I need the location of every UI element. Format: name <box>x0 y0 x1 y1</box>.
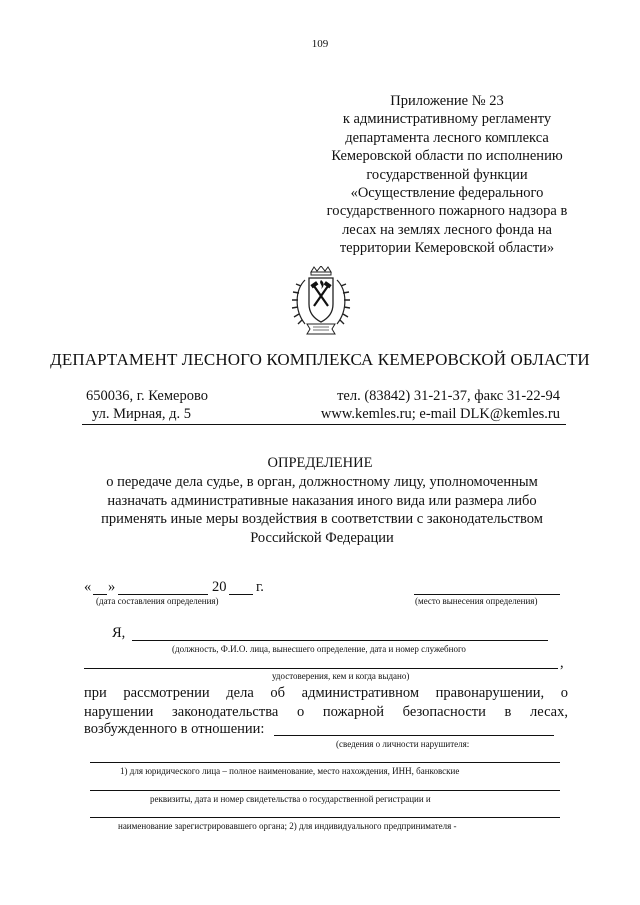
subtitle-line: назначать административные наказания иного вида или размера либо <box>107 492 537 509</box>
department-name: ДЕПАРТАМЕНТ ЛЕСНОГО КОМПЛЕКСА КЕМЕРОВСКОЙ ОБЛАСТИ <box>50 350 590 369</box>
year-suffix: г. <box>256 579 264 595</box>
official-caption-2: удостоверения, кем и когда выдано) <box>272 671 410 681</box>
violator-field-3[interactable] <box>90 790 560 791</box>
document-subtitle <box>74 473 570 547</box>
subtitle-line: применять иные меры воздействия в соответствии с законодательством <box>101 511 543 528</box>
date-caption: (дата составления определения) <box>96 596 219 606</box>
body-paragraph <box>84 684 568 721</box>
violator-field-2[interactable] <box>90 762 560 763</box>
official-caption-1: (должность, Ф.И.О. лица, вынесшего определение, дата и номер служебного <box>172 644 466 654</box>
place-caption: (место вынесения определения) <box>415 596 538 606</box>
appendix-line: государственного пожарного надзора в <box>326 203 568 220</box>
body-line: нарушении законодательства о пожарной безопасности в лесах, <box>84 703 568 720</box>
official-field-continued[interactable] <box>84 668 558 669</box>
day-field[interactable] <box>93 594 107 595</box>
coat-of-arms-icon <box>291 266 351 338</box>
month-field[interactable] <box>118 594 208 595</box>
body-line: при рассмотрении дела об административном правонарушении, о <box>84 685 568 701</box>
header-rule <box>82 424 566 425</box>
quote-open: « <box>84 579 92 595</box>
violator-caption-4: наименование зарегистрировавшего органа; 2) для индивидуального предпринимателя - <box>118 821 457 831</box>
violator-caption-3: реквизиты, дата и номер свидетельства о государственной регистрации и <box>150 794 431 804</box>
address-line-1: 650036, г. Кемерово <box>86 388 208 404</box>
appendix-line: лесах на землях лесного фонда на <box>342 221 552 238</box>
official-field[interactable] <box>132 640 548 641</box>
address-left <box>86 387 208 424</box>
address-right <box>288 387 560 424</box>
subtitle-line: о передаче дела судье, в орган, должностному лицу, уполномоченным <box>106 474 538 490</box>
violator-caption-2: 1) для юридического лица – полное наименование, место нахождения, ИНН, банковские <box>120 766 460 776</box>
appendix-line: Приложение № 23 <box>390 93 504 109</box>
subtitle-line: Российской Федерации <box>250 529 394 546</box>
violator-caption-1: (сведения о личности нарушителя: <box>336 739 470 749</box>
year-prefix: 20 <box>212 579 227 595</box>
appendix-line: департамента лесного комплекса <box>345 129 549 146</box>
appendix-block <box>312 92 582 258</box>
excited-prefix: возбужденного в отношении: <box>84 721 265 737</box>
page-number: 109 <box>311 38 329 50</box>
official-comma: , <box>560 655 564 671</box>
appendix-line: к административному регламенту <box>342 111 552 128</box>
appendix-line: территории Кемеровской области» <box>339 240 555 257</box>
quote-close: » <box>108 579 116 595</box>
violator-field[interactable] <box>274 735 554 736</box>
year-field[interactable] <box>229 594 253 595</box>
document-title: ОПРЕДЕЛЕНИЕ <box>267 455 373 471</box>
web-email: www.kemles.ru; e-mail DLK@kemles.ru <box>320 406 560 423</box>
official-prefix: Я, <box>112 625 126 641</box>
appendix-line: «Осуществление федерального <box>350 185 544 202</box>
place-field[interactable] <box>414 594 560 595</box>
appendix-line: Кемеровской области по исполнению <box>331 148 563 165</box>
address-line-2: ул. Мирная, д. 5 <box>92 406 191 423</box>
phone-fax: тел. (83842) 31-21-37, факс 31-22-94 <box>337 388 560 404</box>
violator-field-4[interactable] <box>90 817 560 818</box>
appendix-line: государственной функции <box>366 166 528 183</box>
